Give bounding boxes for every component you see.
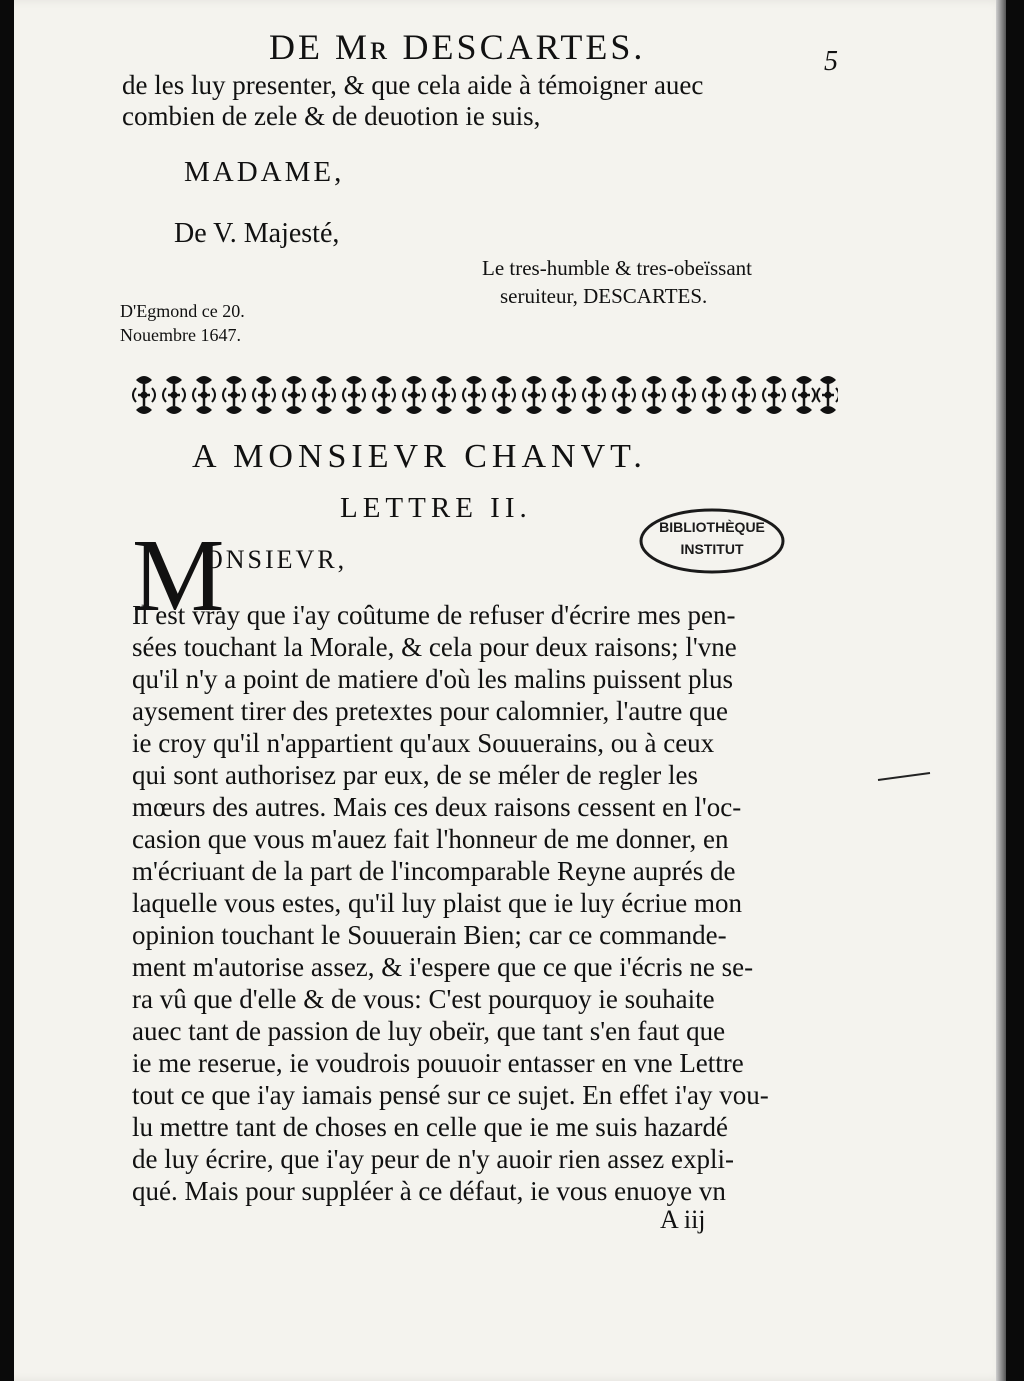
closing-address: MADAME, bbox=[184, 156, 345, 188]
date-line-2: Nouembre 1647. bbox=[120, 325, 241, 345]
opening-line-1: de les luy presenter, & que cela aide à témoigner auec bbox=[122, 70, 704, 100]
signature-line-1: Le tres-humble & tres-obeïssant bbox=[482, 256, 753, 280]
body-line: tout ce que i'ay iamais pensé sur ce sujet. En effet i'ay vou- bbox=[132, 1080, 769, 1110]
body-line: ment m'autorise assez, & i'espere que ce que i'écris ne se- bbox=[132, 952, 754, 982]
ornamental-band-icon bbox=[132, 374, 838, 416]
body-line: ra vû que d'elle & de vous: C'est pourquoy ie souhaite bbox=[132, 984, 715, 1014]
body-line: opinion touchant le Souuerain Bien; car ce commande- bbox=[132, 920, 727, 950]
body-line: Il est vray que i'ay coûtume de refuser d'écrire mes pen- bbox=[132, 600, 736, 630]
body-line: qu'il n'y a point de matiere d'où les malins puissent plus bbox=[132, 664, 734, 694]
body-line: lu mettre tant de choses en celle que ie me suis hazardé bbox=[132, 1112, 729, 1142]
body-line: ie croy qu'il n'appartient qu'aux Souuerains, ou à ceux bbox=[132, 728, 715, 758]
letter-recipient: A MONSIEVR CHANVT. bbox=[192, 438, 647, 475]
book-page bbox=[14, 0, 1006, 1381]
opening-line-2: combien de zele & de deuotion ie suis, bbox=[122, 101, 541, 131]
drop-cap: M bbox=[132, 518, 225, 633]
body-line: m'écriuant de la part de l'incomparable Reyne auprés de bbox=[132, 856, 736, 886]
running-title: DE Mʀ DESCARTES. bbox=[269, 27, 646, 67]
stamp-line-1: BIBLIOTHÈQUE bbox=[659, 519, 765, 535]
body-line: auec tant de passion de luy obeïr, que tant s'en faut que bbox=[132, 1016, 726, 1046]
margin-mark-icon bbox=[876, 770, 932, 784]
date-line-1: D'Egmond ce 20. bbox=[120, 301, 245, 321]
catchword: A iij bbox=[660, 1205, 706, 1234]
stamp-line-2: INSTITUT bbox=[680, 541, 744, 557]
body-line: sées touchant la Morale, & cela pour deux raisons; l'vne bbox=[132, 632, 737, 662]
page-edge-shadow bbox=[996, 0, 1006, 1381]
page-number: 5 bbox=[824, 46, 838, 77]
body-line: laquelle vous estes, qu'il luy plaist que ie luy écriue mon bbox=[132, 888, 742, 918]
body-line: de luy écrire, que i'ay peur de n'y auoir rien assez expli- bbox=[132, 1144, 734, 1174]
body-line: qui sont authorisez par eux, de se méler de regler les bbox=[132, 760, 699, 790]
body-line: mœurs des autres. Mais ces deux raisons cessent en l'oc- bbox=[132, 792, 742, 822]
signature-line-2: seruiteur, DESCARTES. bbox=[500, 284, 708, 308]
library-stamp bbox=[638, 507, 786, 575]
body-line: casion que vous m'auez fait l'honneur de me donner, en bbox=[132, 824, 729, 854]
body-line: qué. Mais pour suppléer à ce défaut, ie vous enuoye vn bbox=[132, 1176, 726, 1206]
body-line: aysement tirer des pretextes pour calomnier, l'autre que bbox=[132, 696, 729, 726]
salutation: ONSIEVR, bbox=[204, 545, 348, 574]
closing-majeste: De V. Majesté, bbox=[174, 218, 340, 249]
body-line: ie me reserue, ie voudrois pouuoir entasser en vne Lettre bbox=[132, 1048, 744, 1078]
letter-number: LETTRE II. bbox=[340, 492, 532, 524]
